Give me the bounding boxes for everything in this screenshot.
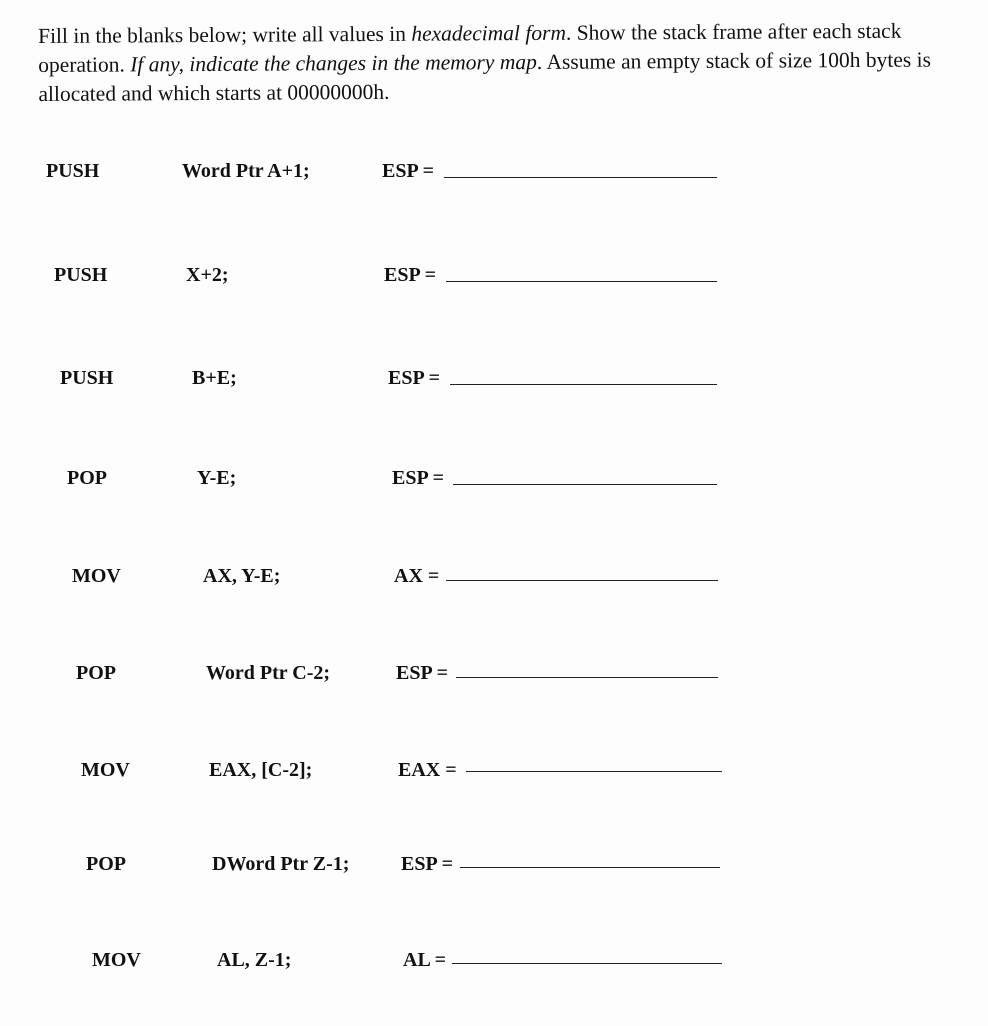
result-label: AX = <box>394 565 440 587</box>
instructions-paragraph <box>38 16 969 109</box>
result-label: AL = <box>403 949 447 971</box>
answer-blank[interactable] <box>453 484 717 485</box>
answer-blank[interactable] <box>460 867 720 868</box>
operation-row <box>0 467 988 497</box>
opcode: POP <box>86 853 126 875</box>
operand: X+2; <box>186 264 229 286</box>
operation-row <box>0 264 988 294</box>
operation-row <box>0 853 988 883</box>
operation-row <box>0 662 988 692</box>
answer-blank[interactable] <box>466 771 722 772</box>
instructions-emphasis: If any, indicate the changes in the memory map <box>130 49 537 77</box>
operand: Word Ptr C-2; <box>206 662 331 684</box>
opcode: POP <box>67 467 107 489</box>
operation-row <box>0 160 988 190</box>
instructions-text: operation. <box>38 52 131 77</box>
operand: AL, Z-1; <box>217 949 292 971</box>
operand: DWord Ptr Z-1; <box>212 853 350 875</box>
operation-row <box>0 565 988 595</box>
opcode: MOV <box>72 565 121 587</box>
opcode: PUSH <box>46 160 100 182</box>
operation-row <box>0 759 988 789</box>
instructions-emphasis: hexadecimal form <box>411 20 567 46</box>
answer-blank[interactable] <box>446 281 717 282</box>
operation-row <box>0 367 988 397</box>
instructions-text: . Show the stack frame after each stack <box>565 18 902 45</box>
answer-blank[interactable] <box>444 177 717 178</box>
result-label: ESP = <box>401 853 453 875</box>
result-label: ESP = <box>396 662 448 684</box>
instructions-line-2 <box>38 45 968 80</box>
answer-blank[interactable] <box>452 963 722 964</box>
result-label: ESP = <box>388 367 440 389</box>
operand: AX, Y-E; <box>203 565 281 587</box>
result-label: ESP = <box>382 160 434 182</box>
answer-blank[interactable] <box>446 580 718 581</box>
opcode: PUSH <box>54 264 108 286</box>
result-label: ESP = <box>392 467 444 489</box>
operation-row <box>0 949 988 979</box>
opcode: POP <box>76 662 116 684</box>
result-label: EAX = <box>398 759 457 781</box>
instructions-line-3: allocated and which starts at 00000000h. <box>38 79 390 106</box>
operand: B+E; <box>192 367 237 389</box>
answer-blank[interactable] <box>450 384 717 385</box>
answer-blank[interactable] <box>456 677 718 678</box>
opcode: MOV <box>92 949 141 971</box>
operand: EAX, [C-2]; <box>209 759 313 781</box>
opcode: PUSH <box>60 367 114 389</box>
result-label: ESP = <box>384 264 436 286</box>
operand: Y-E; <box>197 467 237 489</box>
instructions-text: . Assume an empty stack of size 100h bytes is <box>536 47 932 74</box>
instructions-text: Fill in the blanks below; write all values in <box>38 21 412 48</box>
opcode: MOV <box>81 759 130 781</box>
operand: Word Ptr A+1; <box>182 160 310 182</box>
